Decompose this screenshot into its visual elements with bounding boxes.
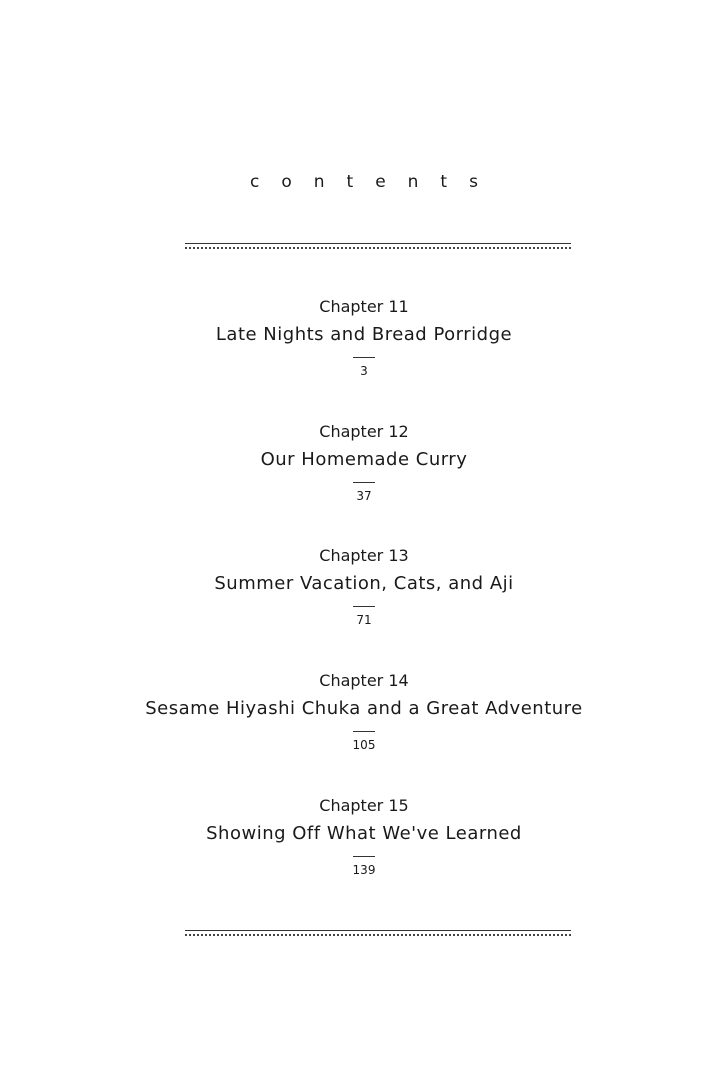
page-number: 71 [356, 613, 372, 627]
top-divider [185, 243, 571, 251]
entry-divider [353, 731, 375, 732]
toc-entry-chapter-11[interactable] [0, 297, 728, 378]
chapter-number: Chapter 15 [319, 796, 409, 815]
chapter-number: Chapter 13 [319, 546, 409, 565]
chapter-title: Summer Vacation, Cats, and Aji [214, 573, 514, 594]
entry-divider [353, 856, 375, 857]
page-number: 37 [356, 489, 372, 503]
toc-entry-chapter-14[interactable] [0, 671, 728, 752]
chapter-title: Showing Off What We've Learned [206, 823, 522, 844]
chapter-number: Chapter 11 [319, 297, 409, 316]
top-divider-line [185, 243, 571, 244]
chapter-title: Sesame Hiyashi Chuka and a Great Adventure [145, 698, 583, 719]
bottom-divider-line [185, 930, 571, 931]
top-divider-dots [185, 247, 571, 249]
toc-entry-chapter-12[interactable] [0, 422, 728, 503]
entry-divider [353, 482, 375, 483]
chapter-number: Chapter 12 [319, 422, 409, 441]
entry-divider [353, 357, 375, 358]
bottom-divider [185, 930, 571, 938]
entry-divider [353, 606, 375, 607]
toc-entry-chapter-13[interactable] [0, 546, 728, 627]
chapter-title: Our Homemade Curry [260, 449, 468, 470]
toc-entry-chapter-15[interactable] [0, 796, 728, 877]
contents-heading: contents [250, 172, 500, 192]
bottom-divider-dots [185, 934, 571, 936]
page-number: 105 [352, 738, 376, 752]
page-number: 139 [352, 863, 376, 877]
chapter-title: Late Nights and Bread Porridge [215, 324, 513, 345]
page-number: 3 [360, 364, 368, 378]
chapter-number: Chapter 14 [319, 671, 409, 690]
